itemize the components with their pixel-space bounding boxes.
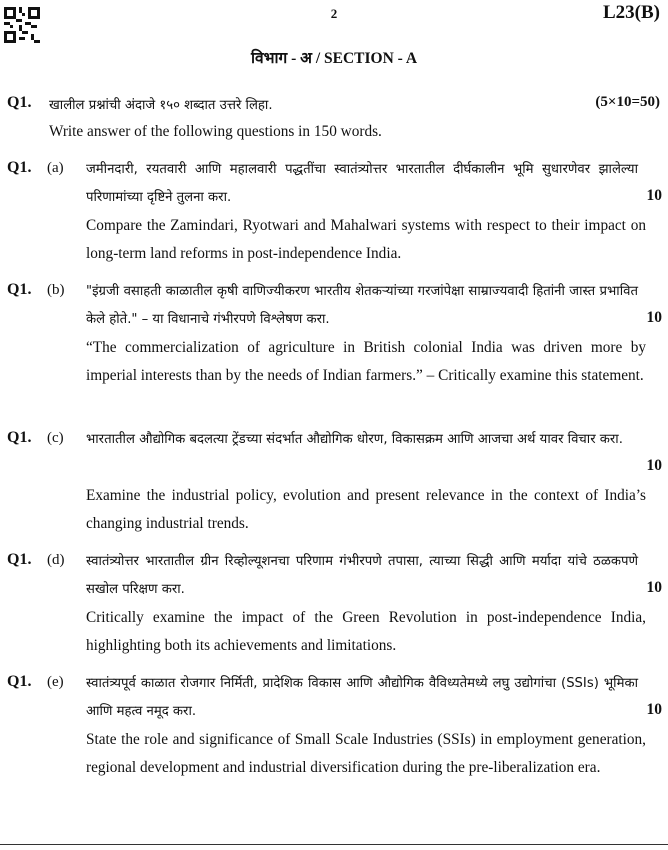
question-label: Q1. <box>7 159 32 176</box>
total-marks: (5×10=50) <box>595 94 660 110</box>
question-english: “The commercialization of agriculture in British colonial India was driven more by imperial interests than by the needs of Indian farmers.” – Critically examine this statement. <box>86 339 646 384</box>
question-part: (d) <box>47 552 65 568</box>
question-part: (a) <box>47 160 64 176</box>
question-marathi: "इंग्रजी वसाहती काळातील कृषी वाणिज्यीकरण भारतीय शेतकऱ्यांच्या गरजांपेक्षा साम्राज्यवादी हितांनी जास्त प्रभावित केले होते." – या विधानाचे गंभीरपणे विश्लेषण करा. <box>86 284 638 327</box>
question-english: Compare the Zamindari, Ryotwari and Mahalwari systems with respect to their impact on long-term land reforms in post-independence India. <box>86 217 646 262</box>
question-label: Q1. <box>7 429 32 446</box>
question-marks: 10 <box>646 701 662 718</box>
question-english: Examine the industrial policy, evolution and present relevance in the context of India’s changing industrial trends. <box>86 487 646 532</box>
section-heading: विभाग - अ / SECTION - A <box>250 50 418 67</box>
question-marks: 10 <box>646 187 662 204</box>
instructions-marathi: खालील प्रश्नांची अंदाजे १५० शब्दात उत्तरे लिहा. <box>49 98 273 113</box>
question-part: (b) <box>47 282 65 298</box>
question-marathi: भारतातील औद्योगिक बदलत्या ट्रेंडच्या संदर्भात औद्योगिक धोरण, विकासक्रम आणि आजचा अर्थ यावर विचार करा. <box>86 432 623 447</box>
question-english: State the role and significance of Small Scale Industries (SSIs) in employment generation, regional development and industrial diversification during the pre-liberalization era. <box>86 731 646 776</box>
page-number: 2 <box>330 6 338 21</box>
question-label: Q1. <box>7 551 32 568</box>
paper-code: L23(B) <box>603 2 660 23</box>
instructions-english: Write answer of the following questions in 150 words. <box>49 123 382 140</box>
question-marks: 10 <box>646 579 662 596</box>
question-label: Q1. <box>7 281 32 298</box>
question-english: Critically examine the impact of the Green Revolution in post-independence India, highlighting both its achievements and limitations. <box>86 609 646 654</box>
question-marks: 10 <box>646 457 662 474</box>
question-marathi: स्वातंत्र्योत्तर भारतातील ग्रीन रिव्होल्यूशनचा परिणाम गंभीरपणे तपासा, त्याच्या सिद्धी आणि मर्यादा यांचे ठळकपणे सखोल परिक्षण करा. <box>86 554 638 597</box>
footer-rule <box>0 844 668 845</box>
question-label: Q1. <box>7 94 32 111</box>
question-marathi: स्वातंत्र्यपूर्व काळात रोजगार निर्मिती, प्रादेशिक विकास आणि औद्योगिक वैविध्यतेमध्ये लघु उद्योगांचा (SSIs) भूमिका आणि महत्व नमूद करा. <box>86 676 638 719</box>
question-label: Q1. <box>7 673 32 690</box>
question-part: (c) <box>47 430 64 446</box>
question-part: (e) <box>47 674 64 690</box>
question-marathi: जमीनदारी, रयतवारी आणि महालवारी पद्धतींचा स्वातंत्र्योत्तर भारतातील दीर्घकालीन भूमि सुधारणेवर झालेल्या परिणामांच्या दृष्टिने तुलना करा. <box>86 162 638 205</box>
question-marks: 10 <box>646 309 662 326</box>
